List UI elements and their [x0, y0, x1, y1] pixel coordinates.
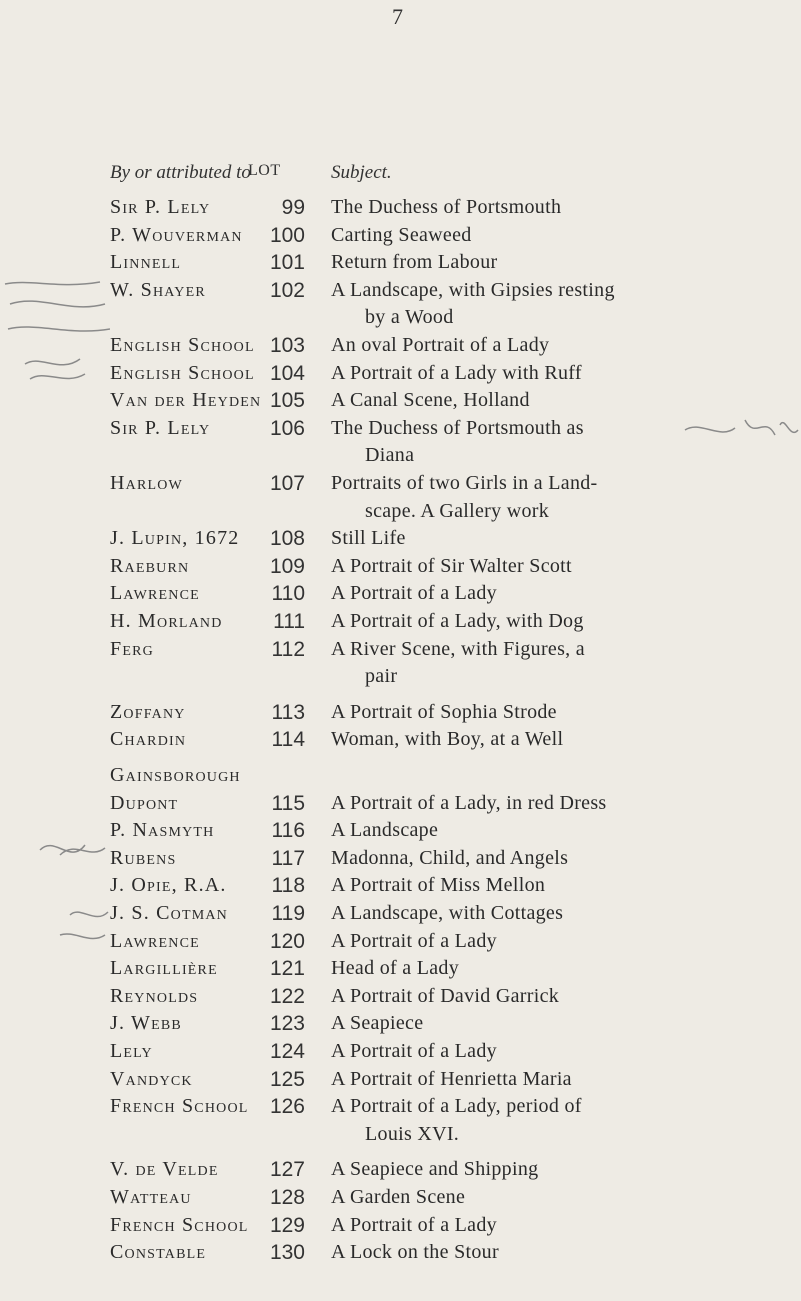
artist-name: Harlow: [110, 472, 183, 494]
lot-subject: A Canal Scene, Holland: [331, 389, 530, 412]
lot-number: 105: [269, 389, 305, 413]
lot-row: [0, 728, 801, 756]
lot-number: 107: [269, 472, 305, 495]
lot-subject: A Portrait of a Lady: [331, 1040, 497, 1062]
lot-row: [0, 362, 801, 390]
lot-subject: A Lock on the Stour: [331, 1241, 499, 1264]
lot-row: [0, 792, 801, 820]
lot-number: 125: [269, 1067, 305, 1091]
lot-number: 124: [269, 1040, 305, 1063]
lot-number: 110: [271, 582, 305, 606]
lot-number: 129: [269, 1213, 305, 1237]
lot-subject: A Portrait of a Lady: [331, 929, 497, 952]
lot-subject-continuation: Louis XVI.: [365, 1122, 460, 1145]
lot-row: [0, 1095, 801, 1123]
lot-number: 101: [269, 251, 305, 275]
artist-name: French School: [110, 1095, 249, 1118]
artist-name: Van der Heyden: [110, 389, 262, 412]
lot-row: [0, 279, 801, 307]
lot-subject: Madonna, Child, and Angels: [331, 846, 569, 869]
lot-subject: A Seapiece: [331, 1012, 424, 1035]
lot-subject: Woman, with Boy, at a Well: [331, 728, 564, 751]
lot-subject: A Landscape, with Cottages: [331, 902, 564, 924]
lot-row: [0, 1012, 801, 1040]
lot-row: [0, 472, 801, 500]
lot-subject-continuation: by a Wood: [365, 306, 454, 329]
artist-name: V. de Velde: [110, 1158, 219, 1181]
lot-subject: A Garden Scene: [331, 1186, 466, 1208]
lot-number: 109: [269, 554, 305, 578]
lot-subject: A Portrait of a Lady, period of: [331, 1095, 582, 1118]
artist-name: Constable: [110, 1241, 207, 1264]
lot-number: 128: [269, 1186, 305, 1209]
lot-row: [0, 555, 801, 583]
lot-subject: A River Scene, with Figures, a: [331, 637, 585, 660]
artist-name: H. Morland: [110, 610, 223, 632]
lot-subject: The Duchess of Portsmouth as: [331, 416, 584, 439]
artist-name: P. Nasmyth: [110, 819, 215, 842]
artist-name: Largillière: [110, 957, 218, 980]
lot-column-header: LOT: [248, 162, 281, 179]
artist-name: Zoffany: [110, 700, 186, 723]
lot-row: [0, 1241, 801, 1269]
lot-subject: A Portrait of Sir Walter Scott: [331, 554, 572, 577]
artist-name: Chardin: [110, 728, 187, 751]
lot-row: [0, 224, 801, 252]
lot-row: [0, 251, 801, 279]
artist-name: Rubens: [110, 846, 177, 869]
artist-name: Linnell: [110, 251, 182, 274]
lot-row: [0, 527, 801, 555]
lot-row: [0, 985, 801, 1013]
lot-subject: A Portrait of Henrietta Maria: [331, 1067, 572, 1090]
artist-name: Reynolds: [110, 984, 199, 1007]
lot-subject: The Duchess of Portsmouth: [331, 196, 562, 218]
lot-number: 103: [269, 334, 305, 357]
artist-name: Watteau: [110, 1186, 192, 1208]
artist-name: J. Webb: [110, 1012, 182, 1035]
lot-row: [0, 196, 801, 224]
lot-number: 99: [281, 196, 305, 219]
lot-subject: Head of a Lady: [331, 957, 460, 980]
lot-number: 112: [271, 637, 305, 661]
artist-name: J. Opie, R.A.: [110, 874, 227, 897]
lot-subject: A Portrait of Sophia Strode: [331, 700, 557, 723]
artist-name: J. Lupin, 1672: [110, 527, 240, 550]
lot-number: 102: [269, 278, 305, 302]
lot-row: [0, 764, 801, 792]
artist-name: W. Shayer: [110, 278, 206, 301]
artist-column-header: By or attributed to: [110, 162, 251, 183]
lot-number: 106: [269, 416, 305, 440]
lot-row: [0, 582, 801, 610]
lot-row: [0, 819, 801, 847]
lot-subject: Still Life: [331, 527, 406, 550]
artist-name: Ferg: [110, 637, 154, 660]
lot-subject: Carting Seaweed: [331, 223, 472, 246]
lot-row: [0, 1186, 801, 1214]
lot-number: 115: [271, 791, 305, 815]
lot-number: 120: [269, 929, 305, 953]
lot-subject: A Portrait of David Garrick: [331, 984, 560, 1007]
lot-subject: A Portrait of a Lady: [331, 1213, 497, 1236]
lot-number: 130: [269, 1241, 305, 1265]
lot-number: 108: [269, 527, 305, 551]
lot-row: [0, 957, 801, 985]
lot-number: 121: [269, 957, 305, 981]
artist-name: P. Wouverman: [110, 223, 243, 246]
lot-row: [0, 874, 801, 902]
lot-row: [0, 847, 801, 875]
lot-number: 118: [271, 874, 305, 898]
lot-row: [0, 389, 801, 417]
lot-subject: A Portrait of a Lady: [331, 582, 497, 605]
artist-name: French School: [110, 1213, 249, 1236]
lot-subject-continuation: pair: [365, 665, 398, 688]
lot-number: 114: [271, 728, 305, 752]
lot-number: 116: [271, 819, 305, 843]
lot-row: [0, 1214, 801, 1242]
artist-name: Vandyck: [110, 1067, 193, 1090]
lot-subject: Portraits of two Girls in a Land-: [331, 472, 598, 494]
artist-name: Lawrence: [110, 582, 200, 605]
lot-number: 113: [271, 700, 305, 724]
page-number: 7: [392, 4, 403, 29]
lot-subject: A Portrait of a Lady, with Dog: [331, 610, 584, 632]
lot-subject: An oval Portrait of a Lady: [331, 334, 550, 356]
artist-name: Lely: [110, 1040, 153, 1062]
lot-subject-continuation: Diana: [365, 444, 415, 467]
lot-row: [0, 1068, 801, 1096]
lot-row: [0, 417, 801, 445]
lot-subject: A Portrait of a Lady with Ruff: [331, 361, 582, 384]
artist-name: Dupont: [110, 791, 179, 814]
lot-row: [0, 930, 801, 958]
lot-number: 126: [269, 1095, 305, 1119]
lot-number: 123: [269, 1012, 305, 1036]
lot-number: 100: [269, 223, 305, 247]
lot-subject: A Seapiece and Shipping: [331, 1158, 539, 1181]
lot-number: 104: [269, 361, 305, 385]
lot-number: 127: [269, 1158, 305, 1182]
artist-name: Raeburn: [110, 554, 190, 577]
lot-row: [0, 610, 801, 638]
artist-name: Sir P. Lely: [110, 416, 211, 439]
lot-subject: Return from Labour: [331, 251, 498, 274]
lot-number: 111: [273, 610, 305, 633]
lot-subject: A Portrait of Miss Mellon: [331, 874, 546, 897]
lot-subject-continuation: scape. A Gallery work: [365, 499, 550, 522]
lot-row: [0, 902, 801, 930]
lot-row: [0, 334, 801, 362]
subject-column-header: Subject.: [331, 162, 392, 183]
artist-name: Lawrence: [110, 929, 200, 952]
lot-row: [0, 701, 801, 729]
lot-number: 117: [271, 846, 305, 870]
artist-name: English School: [110, 361, 255, 384]
lot-row: [0, 1158, 801, 1186]
lot-number: 119: [271, 902, 305, 925]
artist-name: J. S. Cotman: [110, 902, 228, 924]
lot-number: 122: [269, 984, 305, 1008]
lot-row: [0, 1040, 801, 1068]
artist-name: English School: [110, 334, 255, 356]
lot-subject: A Portrait of a Lady, in red Dress: [331, 791, 607, 814]
artist-name: Gainsborough: [110, 764, 241, 786]
lot-subject: A Landscape, with Gipsies resting: [331, 278, 615, 301]
lot-row: [0, 638, 801, 666]
lot-subject: A Landscape: [331, 819, 439, 842]
artist-name: Sir P. Lely: [110, 196, 211, 218]
